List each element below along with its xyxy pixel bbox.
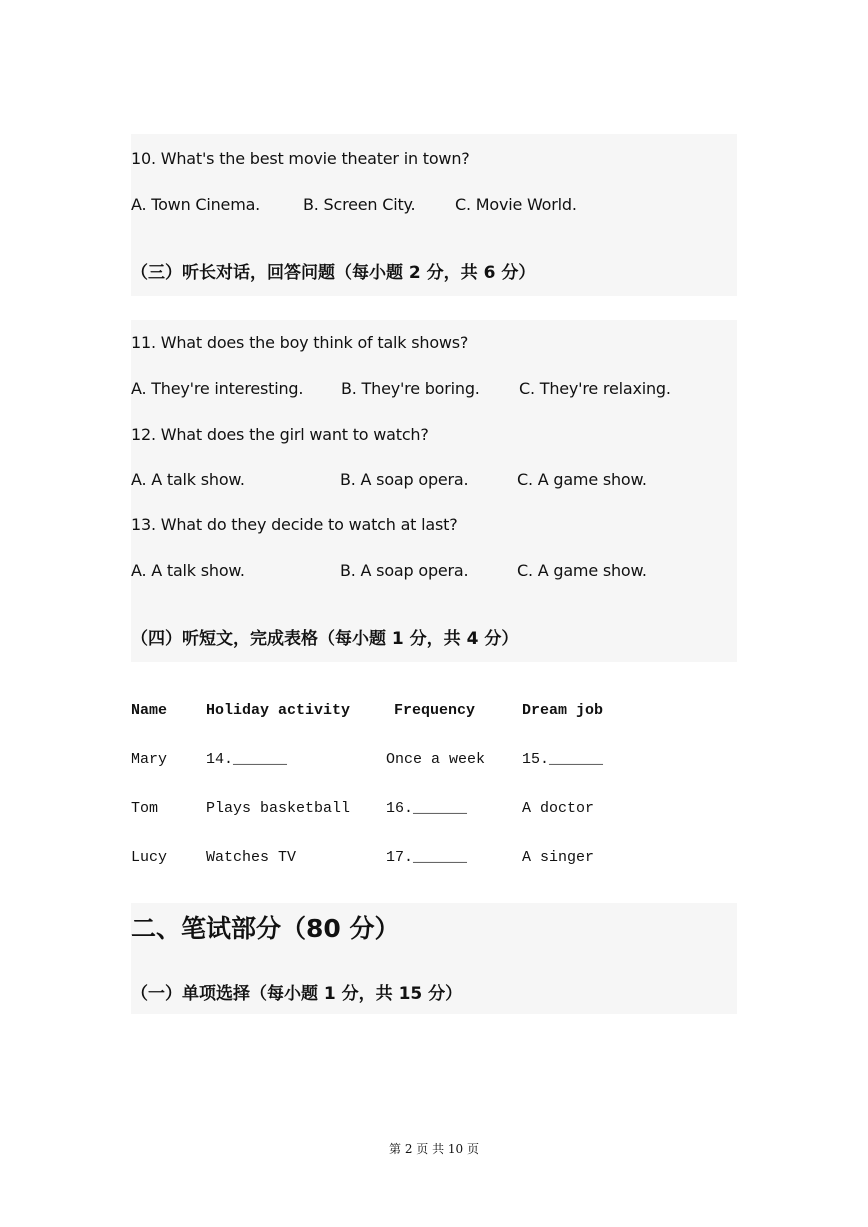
question-11: 11. What does the boy think of talk shows?: [131, 333, 469, 352]
table-cell: Watches TV: [206, 849, 297, 866]
section-box-long-dialogue: [131, 320, 737, 662]
heading-section-three: （三）听长对话，回答问题（每小题 2 分，共 6 分）: [131, 263, 536, 283]
table-cell: Lucy: [131, 849, 168, 866]
table-cell: 17.______: [386, 849, 468, 866]
q13-option-c: C. A game show.: [517, 561, 647, 580]
q10-option-c: C. Movie World.: [455, 195, 577, 214]
table-cell: Once a week: [386, 751, 486, 768]
q11-option-a: A. They're interesting.: [131, 379, 304, 398]
table-cell: Tom: [131, 800, 159, 817]
heading-section-four: （四）听短文，完成表格（每小题 1 分，共 4 分）: [131, 629, 519, 649]
heading-single-choice: （一）单项选择（每小题 1 分，共 15 分）: [131, 984, 463, 1004]
q11-option-c: C. They're relaxing.: [519, 379, 671, 398]
table-header-activity: Holiday activity: [206, 702, 351, 719]
table-cell: 14.______: [206, 751, 288, 768]
question-12: 12. What does the girl want to watch?: [131, 425, 429, 444]
q12-option-c: C. A game show.: [517, 470, 647, 489]
page-number: 第 2 页 共 10 页: [389, 1142, 479, 1156]
table-header-dream-job: Dream job: [522, 702, 604, 719]
question-13: 13. What do they decide to watch at last?: [131, 515, 458, 534]
q11-option-b: B. They're boring.: [341, 379, 480, 398]
table-cell: Plays basketball: [206, 800, 351, 817]
q10-option-b: B. Screen City.: [303, 195, 416, 214]
q12-option-a: A. A talk show.: [131, 470, 245, 489]
q12-option-b: B. A soap opera.: [340, 470, 469, 489]
q13-option-b: B. A soap opera.: [340, 561, 469, 580]
table-header-name: Name: [131, 702, 168, 719]
table-header-frequency: Frequency: [394, 702, 476, 719]
table-cell: Mary: [131, 751, 168, 768]
table-cell: A singer: [522, 849, 595, 866]
part-title-written: 二、笔试部分（80 分）: [131, 914, 400, 943]
table-cell: 15.______: [522, 751, 604, 768]
table-cell: A doctor: [522, 800, 595, 817]
q13-option-a: A. A talk show.: [131, 561, 245, 580]
table-cell: 16.______: [386, 800, 468, 817]
q10-option-a: A. Town Cinema.: [131, 195, 261, 214]
question-10: 10. What's the best movie theater in town?: [131, 149, 470, 168]
